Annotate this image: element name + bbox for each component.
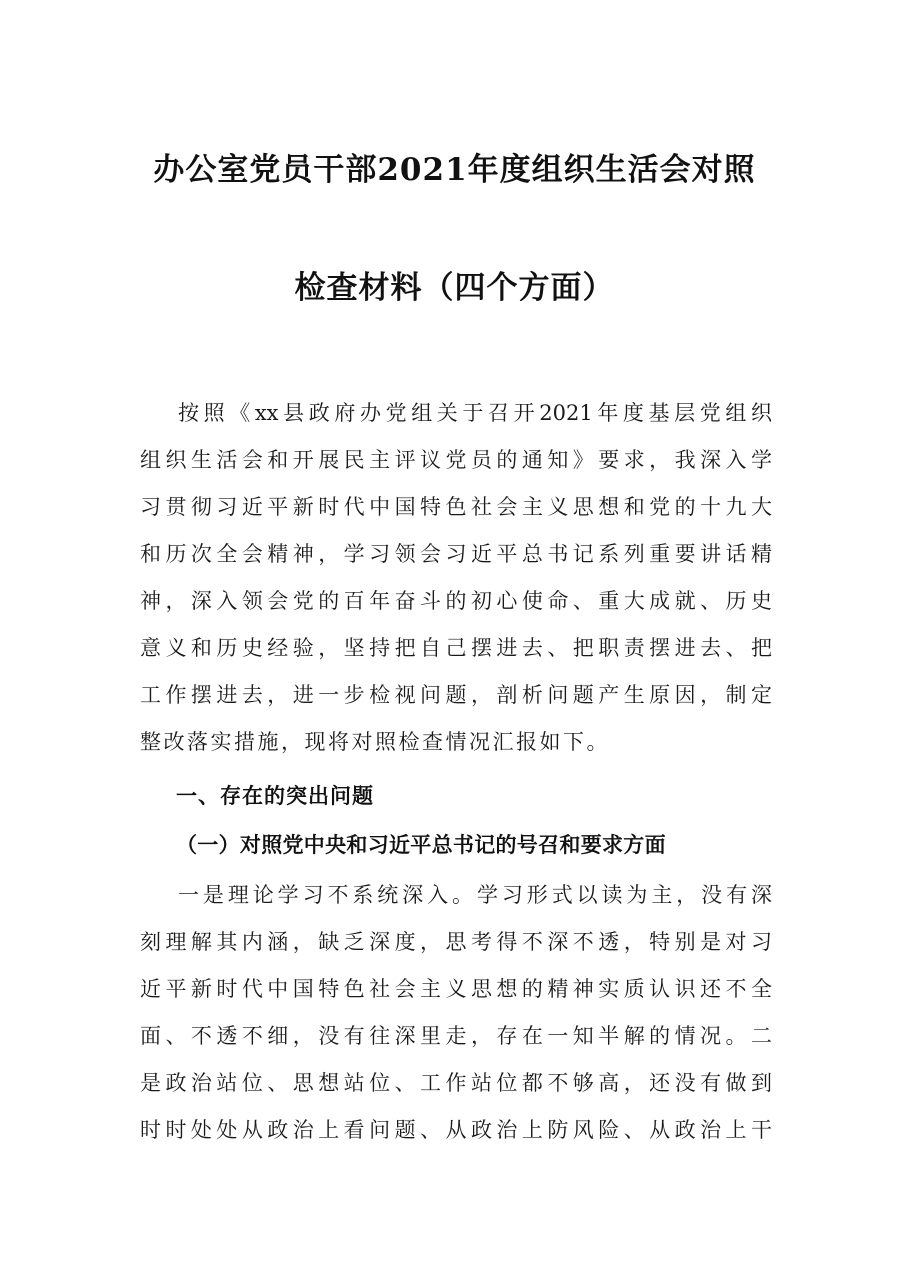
intro-paragraph-line: 整改落实措施，现将对照检查情况汇报如下。: [140, 730, 610, 754]
section-heading: 一、存在的突出问题: [176, 783, 374, 808]
intro-paragraph-line: 神，深入领会党的百年奋斗的初心使命、重大成就、历史: [140, 589, 772, 613]
body-paragraph-line: 面、不透不细，没有往深里走，存在一知半解的情况。二: [140, 1024, 772, 1048]
intro-paragraph-line: 意义和历史经验，坚持把自己摆进去、把职责摆进去、把: [140, 636, 772, 660]
body-paragraph-line: 刻理解其内涵，缺乏深度，思考得不深不透，特别是对习: [140, 930, 772, 954]
intro-paragraph-line: 习贯彻习近平新时代中国特色社会主义思想和党的十九大: [140, 495, 772, 519]
intro-paragraph-line: 工作摆进去，进一步检视问题，剖析问题产生原因，制定: [140, 683, 772, 707]
body-paragraph-line: 时时处处从政治上看问题、从政治上防风险、从政治上干: [140, 1118, 772, 1142]
body-paragraph-line: 是政治站位、思想站位、工作站位都不够高，还没有做到: [140, 1071, 772, 1095]
body-paragraph-line: 一是理论学习不系统深入。学习形式以读为主，没有深: [178, 883, 772, 907]
subsection-heading: （一）对照党中央和习近平总书记的号召和要求方面: [176, 832, 666, 857]
intro-paragraph-line: 按照《xx县政府办党组关于召开2021年度基层党组织: [178, 401, 772, 425]
document-title-line-2: 检查材料（四个方面）: [294, 270, 615, 306]
intro-paragraph-line: 组织生活会和开展民主评议党员的通知》要求，我深入学: [140, 448, 772, 472]
document-title-line-1: 办公室党员干部2021年度组织生活会对照: [153, 152, 756, 188]
intro-paragraph-line: 和历次全会精神，学习领会习近平总书记系列重要讲话精: [140, 542, 772, 566]
body-paragraph-line: 近平新时代中国特色社会主义思想的精神实质认识还不全: [140, 977, 772, 1001]
